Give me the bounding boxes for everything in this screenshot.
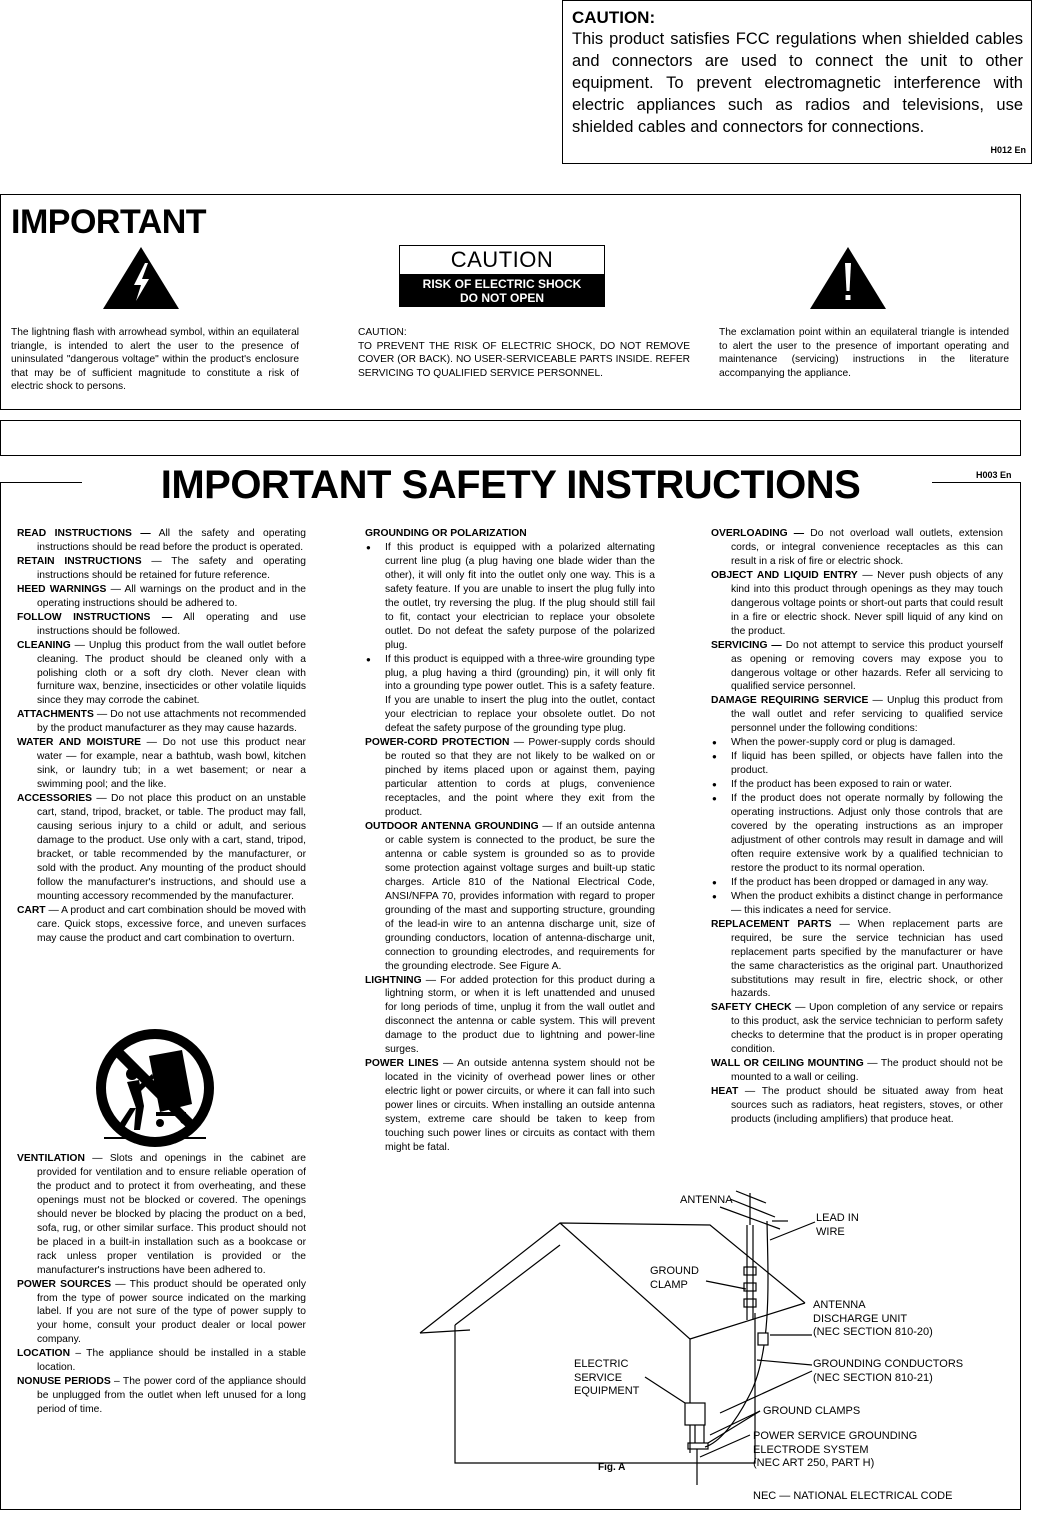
safety-item-heading: OUTDOOR ANTENNA GROUNDING <box>365 821 539 833</box>
caution-sub-1: RISK OF ELECTRIC SHOCK <box>422 277 582 291</box>
safety-item-text: — Do not place this product on an unstable cart, stand, tripod, bracket, or table. The product may fall, causing serious injury to a child or adult, and serious damage to the product. Use only with a cart, stand, tripod, bracket, or table recommended by the manufacturer, or sold with the product. Any mounting of the product should follow the manufacturer's instructions, and should use a mounting accessory recommended by the manufacturer. <box>37 793 306 902</box>
safety-item-text: — An outside antenna system should not be located in the vicinity of overhead power lines or other electric light or power circuits, or where it can fall into such power lines or circuits. When installing an outside antenna system, extreme care should be taken to keep from touching such power lines or circuits as contact with them might be fatal. <box>385 1058 655 1153</box>
grounding-title: GROUNDING OR POLARIZATION <box>365 528 527 539</box>
caution-label: CAUTION <box>450 247 554 272</box>
safety-item-heading: CLEANING <box>17 639 71 651</box>
safety-bullet: ● When the power-supply cord or plug is damaged. <box>711 736 1003 750</box>
fcc-caution-title: CAUTION: <box>572 8 656 27</box>
safety-item <box>711 1085 1003 1127</box>
safety-item <box>711 639 1003 695</box>
safety-item-heading: OVERLOADING — <box>711 528 805 539</box>
safety-item <box>17 639 306 709</box>
safety-item-heading: DAMAGE REQUIRING SERVICE <box>711 695 869 707</box>
safety-item-heading: HEAT <box>711 1086 739 1098</box>
label-electrode-3: (NEC ART 250, PART H) <box>753 1457 875 1469</box>
safety-item-heading: REPLACEMENT PARTS <box>711 918 832 930</box>
cart-tipover-warning-icon <box>94 1028 216 1148</box>
safety-item <box>17 736 306 792</box>
safety-item-heading: HEED WARNINGS <box>17 583 107 595</box>
safety-column-1 <box>17 527 306 946</box>
safety-item-heading: ATTACHMENTS <box>17 709 94 721</box>
important-box <box>0 194 1021 410</box>
safety-item <box>17 904 306 946</box>
caution-description-title: CAUTION: <box>358 327 407 338</box>
label-lead-in <box>816 1212 859 1239</box>
safety-item <box>711 694 1003 736</box>
safety-item-heading: WATER AND MOISTURE <box>17 737 142 749</box>
safety-item-text: Do not attempt to service this product yourself as opening or removing covers may expose you to dangerous voltage or other hazards. Refer all servicing to qualified service personnel. <box>731 639 1003 693</box>
label-conductors-1: GROUNDING CONDUCTORS <box>813 1358 964 1370</box>
safety-item-heading: POWER SOURCES <box>17 1278 112 1290</box>
label-antenna: ANTENNA <box>680 1194 733 1206</box>
label-ground-clamp <box>650 1265 699 1292</box>
safety-item-heading: OBJECT AND LIQUID ENTRY <box>711 569 858 581</box>
nec-note: NEC — NATIONAL ELECTRICAL CODE <box>753 1490 953 1502</box>
safety-item-text: — The safety and operating instructions should be retained for future reference. <box>37 555 307 581</box>
label-electric-1: ELECTRIC <box>574 1358 629 1370</box>
lightning-description: The lightning flash with arrowhead symbol, within an equilateral triangle, is intended to alert the user to the presence of uninsulated "dangerous voltage" within the product's enclosure that may be of sufficient magnitude to constitute a risk of electric shock to persons. <box>11 327 299 393</box>
label-ground-clamp-2: CLAMP <box>650 1278 688 1291</box>
label-discharge-3: (NEC SECTION 810-20) <box>813 1326 933 1338</box>
label-ground-clamp-1: GROUND <box>650 1265 699 1277</box>
label-lead-in-2: WIRE <box>816 1225 845 1238</box>
caution-sub-2: DO NOT OPEN <box>459 291 544 305</box>
safety-item <box>17 1278 306 1348</box>
label-electrode-1: POWER SERVICE GROUNDING <box>753 1430 918 1442</box>
safety-item <box>17 1152 306 1278</box>
safety-code: H003 En <box>976 470 1012 480</box>
safety-item-heading: SAFETY CHECK <box>711 1002 792 1014</box>
safety-item-text: Do not overload wall outlets, extension cords, or integral convenience receptacles as this can result in a risk of fire or electric shock. <box>731 528 1003 567</box>
safety-bullet: ● When the product exhibits a distinct change in performance — this indicates a need for service. <box>711 890 1003 918</box>
safety-item <box>17 1347 306 1375</box>
empty-banner-box <box>0 420 1021 456</box>
safety-item-text: — Slots and openings in the cabinet are provided for ventilation and to ensure reliable operation of the product and to protect it from overheating, and these openings must not be blocked or covered. The openings should never be blocked by placing the product on a bed, sofa, rug, or other similar surface. This product should not be placed in a built-in installation such as a bookcase or rack unless proper ventilation is provided or the manufacturer's instructions have been adhered to. <box>37 1153 306 1276</box>
safety-column-2 <box>365 527 655 1155</box>
safety-item-heading: LIGHTNING <box>365 974 422 986</box>
label-electric-2: SERVICE <box>574 1371 623 1384</box>
fcc-caution-text: This product satisfies FCC regulations when shielded cables and connectors are used to connect the unit to other equipment. To prevent electromagnetic interference with electric appliances such as radios and televisions, use shielded cables and connectors for connections. <box>572 30 1023 136</box>
safety-item <box>365 736 655 820</box>
safety-bullet: ● If the product does not operate normally by following the operating instructions. Adjust only those controls that are covered by the operating instructions as an improper adjustment of other controls may result in damage and will often require extensive work by a qualified technician to restore the product to its normal operation. <box>711 792 1003 876</box>
label-electrode-2: ELECTRODE SYSTEM <box>753 1443 869 1456</box>
safety-column-1-bottom <box>17 1152 306 1417</box>
safety-item-text: – The power cord of the appliance should be unplugged from the outlet when left unused for a long period of time. <box>37 1376 307 1416</box>
safety-item-text: — Upon completion of any service or repairs to this product, ask the service technician to perform safety checks to determine that the product is in proper operating condition. <box>731 1002 1003 1056</box>
caution-description <box>358 326 690 380</box>
safety-item <box>711 1057 1003 1085</box>
safety-item-heading: NONUSE PERIODS <box>17 1376 111 1388</box>
label-electric-service <box>574 1358 639 1399</box>
safety-item <box>17 583 306 611</box>
safety-item-text: — Unplug this product from the wall outlet before cleaning. The product should be cleaned only with a polishing cloth or a soft dry cloth. Never clean with furniture wax, benzine, insecticides or other volatile liquids since they may corrode the cabinet. <box>37 639 306 707</box>
label-ground-clamps: GROUND CLAMPS <box>763 1405 861 1417</box>
safety-item-text: — If an outside antenna or cable system is connected to the product, be sure the antenna or cable system is grounded so as to provide some protection against voltage surges and built-up static charges. Article 810 of the National Electrical Code, ANSI/NFPA 70, provides information with regard to proper grounding of the mast and supporting structure, grounding of the lead-in wire to an antenna discharge unit, size of grounding conductors, location of antenna-discharge unit, connection to grounding electrodes, and requirements for the grounding electrode. See Figure A. <box>385 821 655 972</box>
exclamation-description: The exclamation point within an equilateral triangle is intended to alert the user to the presence of important operating and maintenance (servicing) instructions in the literature accompanying the appliance. <box>719 327 1009 379</box>
safety-item <box>711 569 1003 639</box>
safety-bullet: ● If liquid has been spilled, or objects have fallen into the product. <box>711 750 1003 778</box>
safety-item <box>17 1375 306 1417</box>
label-discharge-2: DISCHARGE UNIT <box>813 1312 908 1325</box>
safety-item <box>17 792 306 904</box>
safety-bullet: ● If this product is equipped with a three-wire grounding type plug, a plug having a third (grounding) pin, it will only fit into a grounding type power outlet. This is a safety feature. If you are unable to insert the plug into the outlet, contact your electrician to replace your obsolete outlet. Do not defeat the safety purpose of the grounding type plug. <box>365 653 655 737</box>
safety-item-heading: POWER-CORD PROTECTION <box>365 737 510 749</box>
safety-item-heading: READ INSTRUCTIONS — <box>17 528 151 539</box>
fcc-caution-box <box>562 0 1032 164</box>
safety-item <box>711 1001 1003 1057</box>
safety-item <box>365 1057 655 1155</box>
safety-item-text: — When replacement parts are required, be sure the service technician has used replacement parts specified by the manufacturer or have the same characteristics as the original part. Unauthorized substitutions may result in fire, electric shock, or other hazards. <box>731 918 1003 1000</box>
safety-item <box>711 527 1003 569</box>
safety-item-heading: WALL OR CEILING MOUNTING <box>711 1058 864 1070</box>
safety-item-text: – The appliance should be installed in a stable location. <box>37 1348 306 1374</box>
label-discharge-1: ANTENNA <box>813 1299 866 1311</box>
caution-label-box <box>399 245 605 307</box>
safety-item-heading: LOCATION <box>17 1348 71 1360</box>
safety-item-heading: ACCESSORIES <box>17 793 92 805</box>
safety-column-3 <box>711 527 1003 1127</box>
safety-item-heading: POWER LINES <box>365 1058 439 1070</box>
label-conductors-2: (NEC SECTION 810-21) <box>813 1371 933 1384</box>
safety-bullet: ● If the product has been dropped or damaged in any way. <box>711 876 1003 890</box>
safety-item-text: — Do not use this product near water — for example, near a bathtub, wash bowl, kitchen sink, or laundry tub; in a wet basement; or near a swimming pool; and the like. <box>37 737 306 791</box>
important-title: IMPORTANT <box>11 203 207 241</box>
safety-item <box>365 974 655 1058</box>
safety-item <box>17 527 306 555</box>
safety-item-heading: CART <box>17 904 46 916</box>
label-discharge-unit <box>813 1299 933 1340</box>
safety-item-text: — Unplug this product from the wall outlet and refer servicing to qualified service personnel under the following conditions: <box>731 695 1003 735</box>
safety-item-text: All operating and use instructions should be followed. <box>37 611 306 637</box>
label-electrode-system <box>753 1430 917 1471</box>
safety-item <box>17 611 306 639</box>
fcc-code: H012 En <box>990 145 1026 155</box>
safety-item-heading: FOLLOW INSTRUCTIONS — <box>17 611 173 623</box>
safety-item-text: — For added protection for this product during a lightning storm, or when it is left unattended and unused for long periods of time, unplug it from the wall outlet and disconnect the antenna or cable system. This will prevent damage to the product due to lightning and power-line surges. <box>385 974 655 1056</box>
safety-item-text: — A product and cart combination should be moved with care. Quick stops, excessive force, and uneven surfaces may cause the product and cart combination to overturn. <box>37 904 306 944</box>
safety-item <box>711 918 1003 1002</box>
safety-item-text: — The product should be situated away from heat sources such as radiators, heat registers, stoves, or other products (including amplifiers) that produce heat. <box>731 1086 1003 1126</box>
safety-item-text: All the safety and operating instructions should be read before the product is operated. <box>37 528 306 553</box>
label-grounding-conductors <box>813 1358 963 1385</box>
safety-item-text: — This product should be operated only from the type of power source indicated on the marking label. If you are not sure of the type of power supply to your home, consult your product dealer or local power company. <box>37 1278 306 1346</box>
safety-item <box>17 708 306 736</box>
label-electric-3: EQUIPMENT <box>574 1385 640 1397</box>
safety-item <box>365 820 655 973</box>
safety-item-text: — Power-supply cords should be routed so that they are not likely to be walked on or pinched by items placed upon or against them, paying particular attention to cords at plugs, convenience receptacles, and the point where they exit from the product. <box>385 737 655 819</box>
safety-title: IMPORTANT SAFETY INSTRUCTIONS <box>160 463 861 507</box>
lightning-triangle-icon <box>101 245 181 311</box>
safety-item-text: — Do not use attachments not recommended by the product manufacturer as they may cause hazards. <box>37 709 306 735</box>
figure-caption: Fig. A <box>598 1462 626 1473</box>
safety-item-heading: RETAIN INSTRUCTIONS <box>17 555 142 567</box>
safety-item-text: — The product should not be mounted to a wall or ceiling. <box>731 1058 1003 1084</box>
safety-item-heading: SERVICING — <box>711 639 782 651</box>
caution-description-text: TO PREVENT THE RISK OF ELECTRIC SHOCK, DO NOT REMOVE COVER (OR BACK). NO USER-SERVICEABLE PARTS INSIDE. REFER SERVICING TO QUALIFIED SERVICE PERSONNEL. <box>358 340 690 379</box>
safety-item-heading: VENTILATION <box>17 1153 85 1164</box>
safety-item-text: — All warnings on the product and in the operating instructions should be adhered to. <box>37 583 306 609</box>
label-lead-in-1: LEAD IN <box>816 1212 859 1224</box>
safety-item-text: — Never push objects of any kind into this product through openings as they may touch dangerous voltage points or short-out parts that could result in a fire or electric shock. Never spill liquid of any kind on the product. <box>731 569 1003 637</box>
safety-bullet: ● If this product is equipped with a polarized alternating current line plug (a plug having one blade wider than the other), it will only fit into the outlet only one way. This is a safety feature. If you are unable to insert the plug fully into the outlet, try reversing the plug. If the plug should still fail to fit, contact your electrician to replace your obsolete outlet. Do not defeat the safety purpose of the polarized plug. <box>365 541 655 653</box>
exclamation-triangle-icon <box>808 245 888 311</box>
safety-item <box>17 555 306 583</box>
safety-bullet: ● If the product has been exposed to rain or water. <box>711 778 1003 792</box>
